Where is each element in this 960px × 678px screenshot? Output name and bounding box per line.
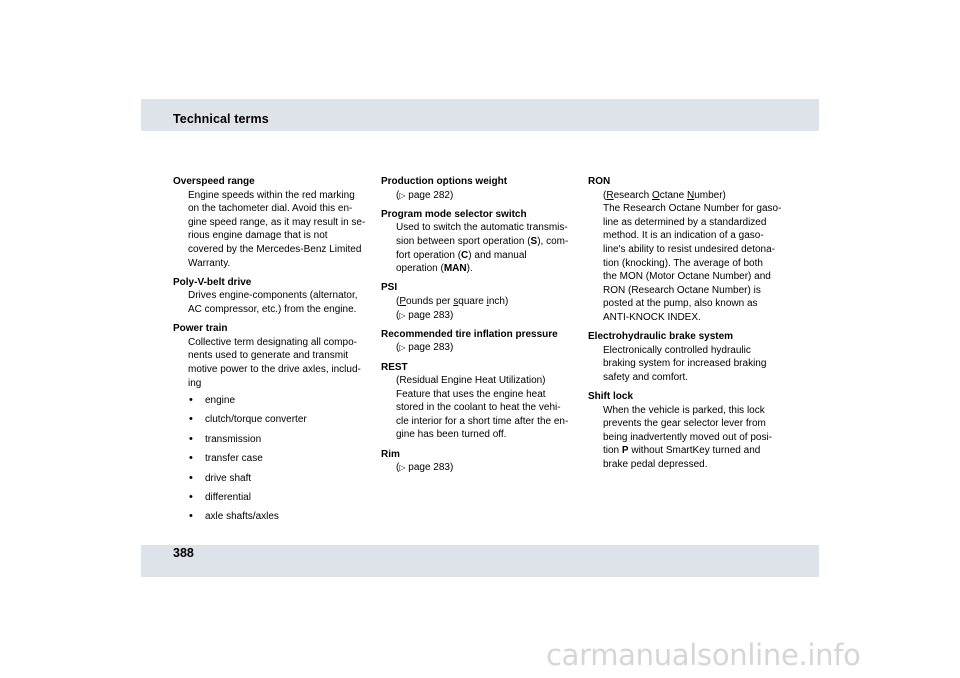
gear-position-p: P <box>621 445 629 457</box>
definition-line: tion (knocking). The average of both <box>603 257 763 269</box>
acronym-letter: N <box>686 189 695 201</box>
term-heading: REST <box>381 361 408 373</box>
text-run: ctane <box>659 189 687 201</box>
definition-line <box>381 249 581 263</box>
page-ref-text: page 283 <box>408 462 450 474</box>
entry-power-train <box>173 322 373 524</box>
list-item: • differential <box>189 491 373 505</box>
list-item: • axle shafts/axles <box>189 510 373 524</box>
page-ref-arrow-icon: ▷ <box>399 463 406 473</box>
definition-line: When the vehicle is parked, this lock <box>603 404 765 416</box>
entry-rest <box>381 361 581 443</box>
text-run: nch) <box>488 295 509 307</box>
definition-line <box>588 444 788 458</box>
text-run: ( <box>603 189 607 201</box>
column-1 <box>173 175 373 530</box>
acronym-letter: s <box>453 295 459 307</box>
entry-ron <box>588 175 788 325</box>
definition-line: rious engine damage that is not <box>188 230 328 242</box>
entry-program-mode-selector-switch <box>381 208 581 276</box>
footer-band <box>141 545 819 577</box>
definition-line: nents used to generate and transmit <box>188 350 349 362</box>
definition-line: being inadvertently moved out of posi- <box>603 431 772 443</box>
entry-electrohydraulic-brake-system <box>588 330 788 384</box>
definition-line: covered by the Mercedes-Benz Limited <box>188 243 362 255</box>
definition-line: ing <box>188 377 202 389</box>
acronym-letter: P <box>399 295 407 307</box>
page-number: 388 <box>173 546 194 560</box>
page-reference: (▷ page 282) <box>396 189 454 201</box>
mode-letter-s: S <box>530 235 538 247</box>
term-heading: Overspeed range <box>173 176 255 187</box>
definition-line: AC compressor, etc.) from the engine. <box>188 303 357 315</box>
text-run: ). <box>466 263 473 275</box>
definition-line: (Residual Engine Heat Utilization) <box>396 375 546 387</box>
list-item: • engine <box>189 394 373 408</box>
entry-overspeed-range <box>173 175 373 270</box>
entry-recommended-tire-inflation-pressure <box>381 328 581 355</box>
term-heading: Shift lock <box>588 391 634 403</box>
term-heading: Poly-V-belt drive <box>173 276 252 288</box>
definition-line: method. It is an indication of a gaso- <box>603 230 764 242</box>
definition-line: Warranty. <box>188 257 231 269</box>
text-run: ) and manual <box>468 249 527 261</box>
page-reference: (▷ page 283) <box>396 462 454 474</box>
definition-line: Electronically controlled hydraulic <box>603 344 751 356</box>
list-item: • transmission <box>189 433 373 447</box>
definition-line: RON (Research Octane Number) is <box>603 284 761 296</box>
definition-line: Collective term designating all compo- <box>188 336 357 348</box>
definition-line <box>588 189 788 203</box>
column-3 <box>588 175 788 477</box>
definition-line: Engine speeds within the red marking <box>188 189 355 201</box>
text-run: sion between sport operation ( <box>396 235 531 247</box>
definition-line: on the tachometer dial. Avoid this en- <box>188 203 353 215</box>
acronym-letter: i <box>486 295 489 307</box>
entry-rim <box>381 448 581 475</box>
text-run: ), com- <box>537 235 569 247</box>
page-ref-text: page 283 <box>408 342 450 354</box>
definition-line <box>381 235 581 249</box>
acronym-letter: O <box>651 189 660 201</box>
definition-line: The Research Octane Number for gaso- <box>603 203 782 215</box>
term-heading: Rim <box>381 448 400 460</box>
definition-line <box>381 262 581 276</box>
definition-line: the MON (Motor Octane Number) and <box>603 271 771 283</box>
text-run: ( <box>396 295 400 307</box>
page-ref-text: page 283 <box>408 309 450 321</box>
term-heading: PSI <box>381 282 398 294</box>
page-reference: (▷ page 283) <box>396 309 454 321</box>
definition-line: line's ability to resist undesired detona- <box>603 243 776 255</box>
list-item: • clutch/torque converter <box>189 413 373 427</box>
column-2 <box>381 175 581 480</box>
definition-line: prevents the gear selector lever from <box>603 418 766 430</box>
definition-line: stored in the coolant to heat the vehi- <box>396 402 561 414</box>
acronym-letter: R <box>606 189 614 201</box>
list-item: • drive shaft <box>189 472 373 486</box>
mode-man: MAN <box>443 263 467 275</box>
term-heading: Power train <box>173 323 228 335</box>
page-reference: (▷ page 283) <box>396 342 454 354</box>
definition-line: ANTI-KNOCK INDEX. <box>603 311 701 323</box>
page-ref-arrow-icon: ▷ <box>399 343 406 353</box>
page-ref-arrow-icon: ▷ <box>399 190 406 200</box>
definition-line: brake pedal depressed. <box>603 459 708 471</box>
text-run: esearch <box>613 189 652 201</box>
entry-shift-lock <box>588 390 788 472</box>
mode-letter-c: C <box>461 249 469 261</box>
entry-psi <box>381 281 581 322</box>
definition-line: Drives engine-components (alternator, <box>188 290 358 302</box>
list-item: • transfer case <box>189 452 373 466</box>
term-heading: Electrohydraulic brake system <box>588 331 734 343</box>
definition-line <box>381 295 581 309</box>
definition-line: gine speed range, as it may result in se- <box>188 216 366 228</box>
text-run: umber) <box>694 189 726 201</box>
term-heading: Recommended tire inflation pressure <box>381 328 558 340</box>
page-ref-text: page 282 <box>408 189 450 201</box>
page-title: Technical terms <box>173 112 269 126</box>
definition-line: safety and comfort. <box>603 371 689 383</box>
watermark: carmanualsonline.info <box>546 638 861 672</box>
definition-line: posted at the pump, also known as <box>603 298 758 310</box>
text-run: quare <box>458 295 487 307</box>
entry-poly-v-belt-drive <box>173 276 373 317</box>
text-run: without SmartKey turned and <box>628 445 761 457</box>
definition-line: motive power to the drive axles, includ- <box>188 363 361 375</box>
definition-line: line as determined by a standardized <box>603 216 767 228</box>
definition-line: braking system for increased braking <box>603 358 767 370</box>
page-ref-arrow-icon: ▷ <box>399 310 406 320</box>
definition-line: Used to switch the automatic transmis- <box>396 222 568 234</box>
term-heading: Program mode selector switch <box>381 208 527 220</box>
term-heading: Production options weight <box>381 176 508 187</box>
definition-line: cle interior for a short time after the en- <box>396 415 569 427</box>
text-run: operation ( <box>396 263 444 275</box>
term-heading: RON <box>588 176 611 187</box>
text-run: tion <box>603 445 622 457</box>
definition-line: Feature that uses the engine heat <box>396 388 546 400</box>
component-list <box>173 394 373 524</box>
definition-line: gine has been turned off. <box>396 429 507 441</box>
entry-production-options-weight <box>381 175 581 202</box>
text-run: fort operation ( <box>396 249 462 261</box>
text-run: ounds per <box>406 295 454 307</box>
